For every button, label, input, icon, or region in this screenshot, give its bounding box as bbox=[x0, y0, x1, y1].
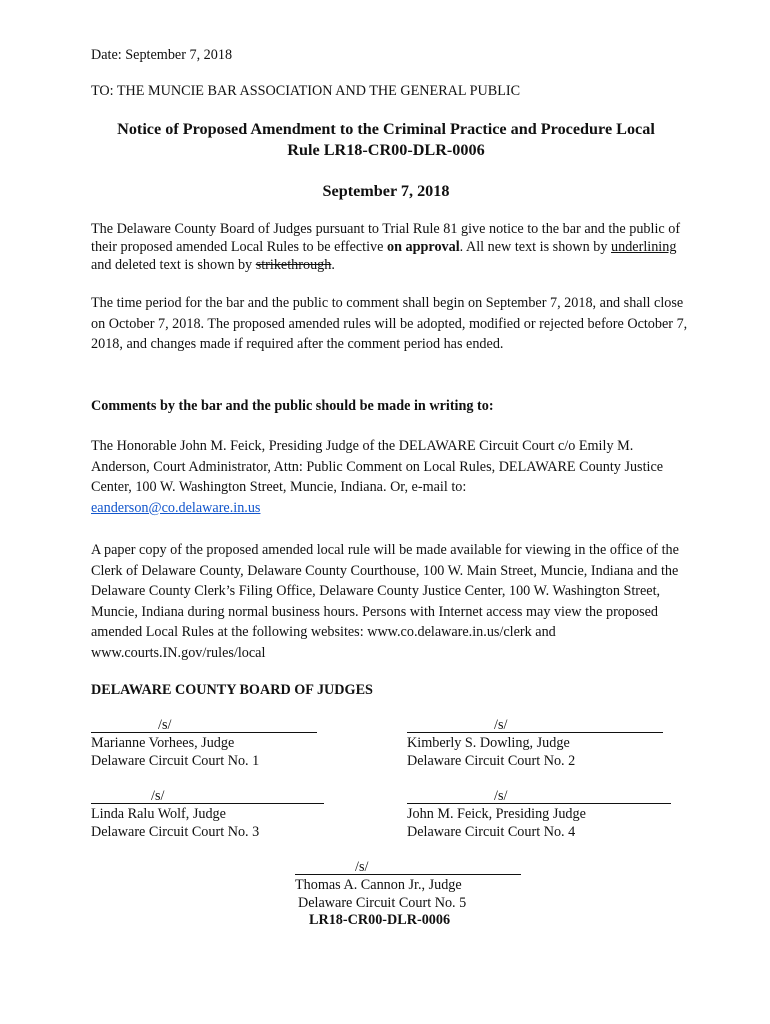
paragraph-text: . All new text is shown by bbox=[459, 239, 612, 255]
signature-line bbox=[407, 716, 663, 733]
signature-mark: /s/ bbox=[158, 717, 172, 733]
paper-copy-paragraph: A paper copy of the proposed amended local rule will be made available for viewing in the office of the Clerk of Delaware County, Delaware County Courthouse, 100 W. Main Street, Muncie, Indiana and the Delaware County Clerk’s Filing Office, Delaware County Justice Center, 100 W. Washington Street, Muncie, Indiana during normal business hours. Persons with Internet access may view the proposed amended Local Rules at the following websites: www.co.delaware.in.us/clerk and www.courts.IN.gov/rules/local bbox=[91, 542, 679, 661]
court-name: Delaware Circuit Court No. 1 bbox=[91, 753, 260, 769]
notice-paragraph bbox=[91, 220, 691, 274]
court-name: Delaware Circuit Court No. 2 bbox=[407, 753, 576, 769]
notice-title-line-1: Notice of Proposed Amendment to the Criminal Practice and Procedure Local bbox=[117, 120, 655, 138]
rule-number-footer: LR18-CR00-DLR-0006 bbox=[309, 912, 451, 928]
court-name: Delaware Circuit Court No. 5 bbox=[298, 895, 467, 911]
recipient-line: TO: THE MUNCIE BAR ASSOCIATION AND THE GENERAL PUBLIC bbox=[91, 83, 521, 99]
signature-mark: /s/ bbox=[494, 788, 508, 804]
strikethrough-example: strikethrough bbox=[255, 257, 332, 273]
paragraph-text: . bbox=[331, 257, 335, 273]
board-heading: DELAWARE COUNTY BOARD OF JUDGES bbox=[91, 682, 373, 698]
signature-block-judge-3 bbox=[91, 787, 324, 841]
notice-title-line-2: Rule LR18-CR00-DLR-0006 bbox=[287, 141, 485, 159]
signature-block-judge-4 bbox=[407, 787, 671, 841]
judge-name: Thomas A. Cannon Jr., Judge bbox=[295, 877, 462, 893]
email-link[interactable]: eanderson@co.delaware.in.us bbox=[91, 499, 261, 516]
court-name: Delaware Circuit Court No. 3 bbox=[91, 824, 260, 840]
underlining-example: underlining bbox=[611, 239, 677, 255]
signature-block-judge-5 bbox=[295, 858, 521, 912]
notice-date: September 7, 2018 bbox=[322, 182, 450, 200]
signature-line bbox=[295, 858, 521, 875]
judge-name: John M. Feick, Presiding Judge bbox=[407, 806, 586, 822]
signature-block-judge-2 bbox=[407, 716, 663, 770]
comment-period-paragraph: The time period for the bar and the public to comment shall begin on September 7, 2018, and shall close on October 7, 2018. The proposed amended rules will be adopted, modified or rejected before October 7, 2018, and changes made if required after the comment period has ended. bbox=[91, 295, 688, 353]
signature-line bbox=[91, 716, 317, 733]
comments-heading: Comments by the bar and the public should be made in writing to: bbox=[91, 398, 494, 414]
signature-mark: /s/ bbox=[151, 788, 165, 804]
judge-name: Marianne Vorhees, Judge bbox=[91, 735, 235, 751]
signature-line bbox=[407, 787, 671, 804]
signature-block-judge-1 bbox=[91, 716, 317, 770]
signature-line bbox=[91, 787, 324, 804]
paragraph-text: and deleted text is shown by bbox=[91, 257, 256, 273]
date-line: Date: September 7, 2018 bbox=[91, 47, 233, 63]
signature-mark: /s/ bbox=[494, 717, 508, 733]
contact-paragraph bbox=[91, 436, 691, 518]
notice-title bbox=[76, 119, 696, 161]
paragraph-text: The Delaware County Board of Judges pursuant to Trial Rule 81 give notice to the bar and the public of their proposed amended Local Rules to be effective bbox=[91, 221, 681, 255]
effective-date-emphasis: on approval bbox=[387, 239, 460, 255]
judge-name: Linda Ralu Wolf, Judge bbox=[91, 806, 226, 822]
contact-text: The Honorable John M. Feick, Presiding Judge of the DELAWARE Circuit Court c/o Emily M. Anderson, Court Administrator, Attn: Public Comment on Local Rules, DELAWARE County Justice Center, 100 W. Washington Street, Muncie, Indiana. Or, e-mail to: bbox=[91, 438, 664, 496]
court-name: Delaware Circuit Court No. 4 bbox=[407, 824, 576, 840]
signature-mark: /s/ bbox=[355, 859, 369, 875]
judge-name: Kimberly S. Dowling, Judge bbox=[407, 735, 570, 751]
